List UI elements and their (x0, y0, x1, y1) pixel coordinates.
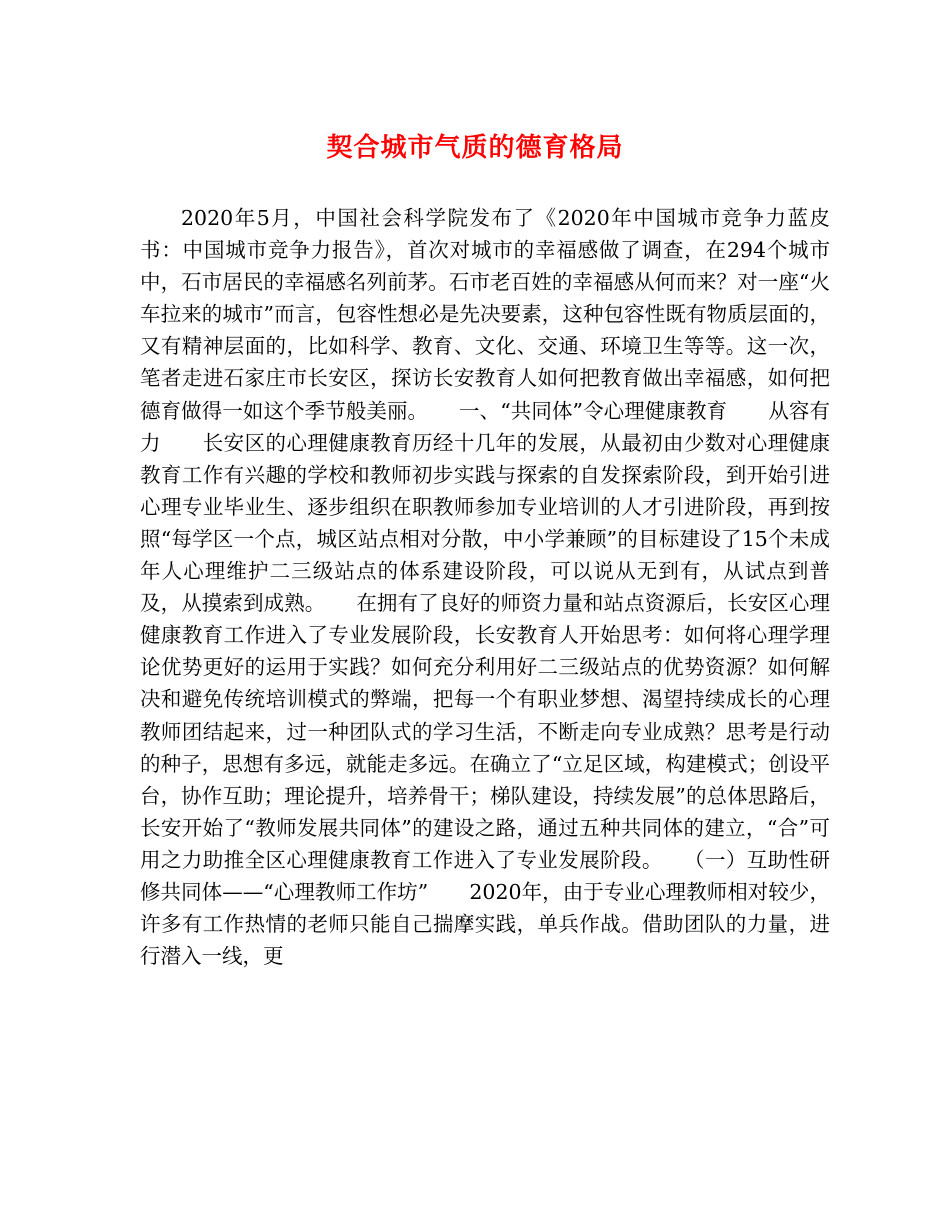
document-title: 契合城市气质的德育格局 (326, 133, 624, 163)
body-paragraph: 2020年5月，中国社会科学院发布了《2020年中国城市竞争力蓝皮书：中国城市竞争力报告》，首次对城市的幸福感做了调查，在294个城市中，石市居民的幸福感名列前茅。石市老百姓的幸福感从何而来？对一座“火车拉来的城市”而言，包容性想必是先决要素，这种包容性既有物质层面的，又有精神层面的，比如科学、教育、文化、交通、环境卫生等等。这一次，笔者走进石家庄市长安区，探访长安教育人如何把教育做出幸福感，如何把德育做得一如这个季节般美丽。 一、“共同体”令心理健康教育 从容有力 长安区的心理健康教育历经十几年的发展，从最初由少数对心理健康教育工作有兴趣的学校和教师初步实践与探索的自发探索阶段，到开始引进心理专业毕业生、逐步组织在职教师参加专业培训的人才引进阶段，再到按照“每学区一个点，城区站点相对分散，中小学兼顾”的目标建设了15个未成年人心理维护二三级站点的体系建设阶段，可以说从无到有，从试点到普及，从摸索到成熟。 在拥有了良好的师资力量和站点资源后，长安区心理健康教育工作进入了专业发展阶段，长安教育人开始思考：如何将心理学理论优势更好的运用于实践？如何充分利用好二三级站点的优势资源？如何解决和避免传统培训模式的弊端，把每一个有职业梦想、渴望持续成长的心理教师团结起来，过一种团队式的学习生活，不断走向专业成熟？思考是行动的种子，思想有多远，就能走多远。在确立了“立足区域，构建模式；创设平台，协作互助；理论提升，培养骨干；梯队建设，持续发展”的总体思路后，长安开始了“教师发展共同体”的建设之路，通过五种共同体的建立，“合”可用之力助推全区心理健康教育工作进入了专业发展阶段。 （一）互助性研修共同体——“心理教师工作坊” 2020年，由于专业心理教师相对较少，许多有工作热情的老师只能自己揣摩实践，单兵作战。借助团队的力量，进行潜入一线，更 (140, 206, 830, 969)
